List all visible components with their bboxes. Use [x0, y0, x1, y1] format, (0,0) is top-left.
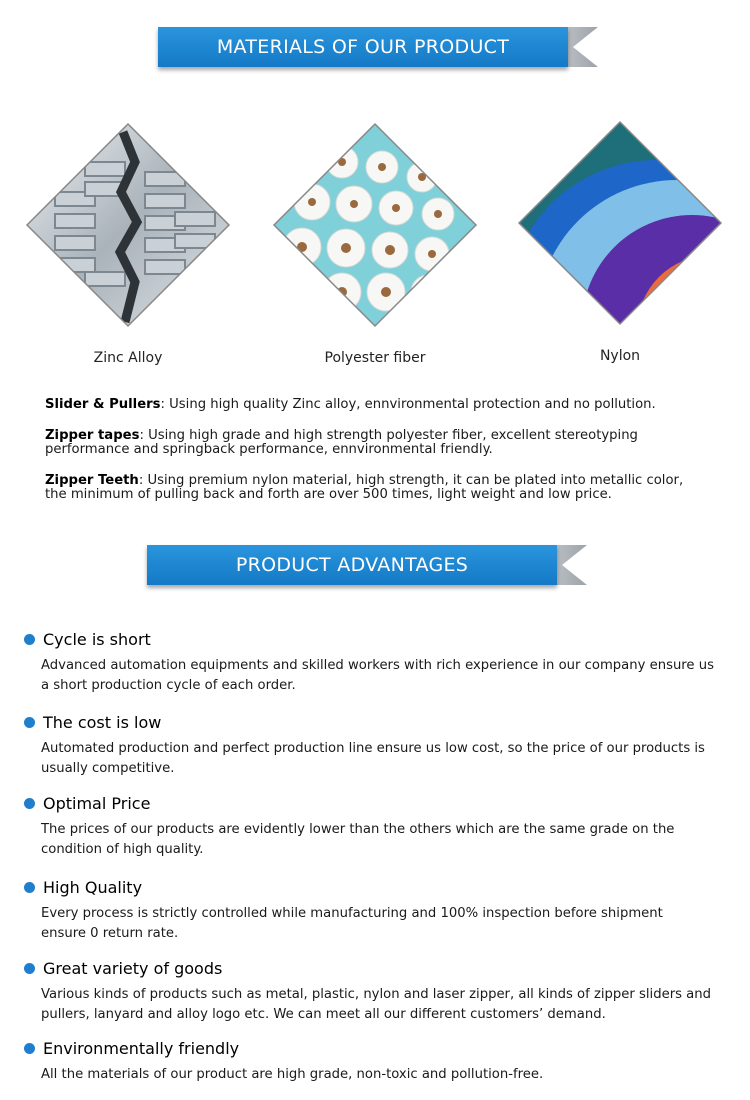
description-slider-pullers	[45, 398, 715, 412]
bullet-icon	[24, 634, 35, 645]
description-text: : Using high grade and high strength polyester fiber, excellent stereotyping performance and springback performance, ennvironmental friendly.	[45, 428, 638, 457]
bullet-icon	[24, 717, 35, 728]
advantage-title: Great variety of goods	[43, 958, 223, 978]
advantage-item	[24, 711, 734, 779]
material-caption: Nylon	[599, 348, 641, 364]
nylon-image	[517, 120, 723, 326]
material-caption: Polyester fiber	[324, 350, 426, 366]
advantage-title: The cost is low	[43, 712, 162, 732]
advantage-item	[24, 1037, 734, 1085]
advantage-text: The prices of our products are evidently lower than the others which are the same grade on the condition of high quality.	[41, 822, 675, 857]
advantage-text: Various kinds of products such as metal, plastic, nylon and laser zipper, all kinds of zipper sliders and pullers, lanyard and alloy logo etc. We can meet all our different customers’ demand.	[41, 987, 711, 1022]
advantage-title: Cycle is short	[43, 629, 151, 649]
bullet-icon	[24, 1043, 35, 1054]
advantage-title: High Quality	[43, 877, 143, 897]
description-label: Slider & Pullers	[45, 397, 161, 412]
description-text: : Using premium nylon material, high strength, it can be plated into metallic color, the minimum of pulling back and forth are over 500 times, light weight and low price.	[45, 473, 684, 502]
advantages-banner-title: PRODUCT ADVANTAGES	[147, 545, 557, 585]
description-zipper-teeth	[45, 474, 695, 502]
materials-banner-title: MATERIALS OF OUR PRODUCT	[158, 27, 568, 67]
advantage-text: Automated production and perfect production line ensure us low cost, so the price of our products is usually competitive.	[41, 741, 705, 776]
advantage-text: Every process is strictly controlled while manufacturing and 100% inspection before shipment ensure 0 return rate.	[41, 906, 663, 941]
advantage-text: Advanced automation equipments and skilled workers with rich experience in our company ensure us a short production cycle of each order.	[41, 658, 714, 693]
advantage-item	[24, 876, 734, 944]
material-caption: Zinc Alloy	[93, 350, 163, 366]
advantage-title: Environmentally friendly	[43, 1038, 240, 1058]
advantage-item	[24, 628, 734, 696]
zinc-alloy-image	[25, 122, 231, 328]
advantage-item	[24, 792, 734, 860]
advantage-item	[24, 957, 734, 1025]
materials-banner	[158, 27, 598, 71]
description-label: Zipper Teeth	[45, 473, 139, 488]
advantage-title: Optimal Price	[43, 793, 151, 813]
bullet-icon	[24, 882, 35, 893]
bullet-icon	[24, 798, 35, 809]
description-zipper-tapes	[45, 429, 685, 457]
description-text: : Using high quality Zinc alloy, ennvironmental protection and no pollution.	[160, 397, 656, 412]
bullet-icon	[24, 963, 35, 974]
polyester-fiber-image	[272, 122, 478, 328]
advantage-text: All the materials of our product are high grade, non-toxic and pollution-free.	[41, 1067, 544, 1082]
advantages-banner	[147, 545, 587, 589]
description-label: Zipper tapes	[45, 428, 140, 443]
